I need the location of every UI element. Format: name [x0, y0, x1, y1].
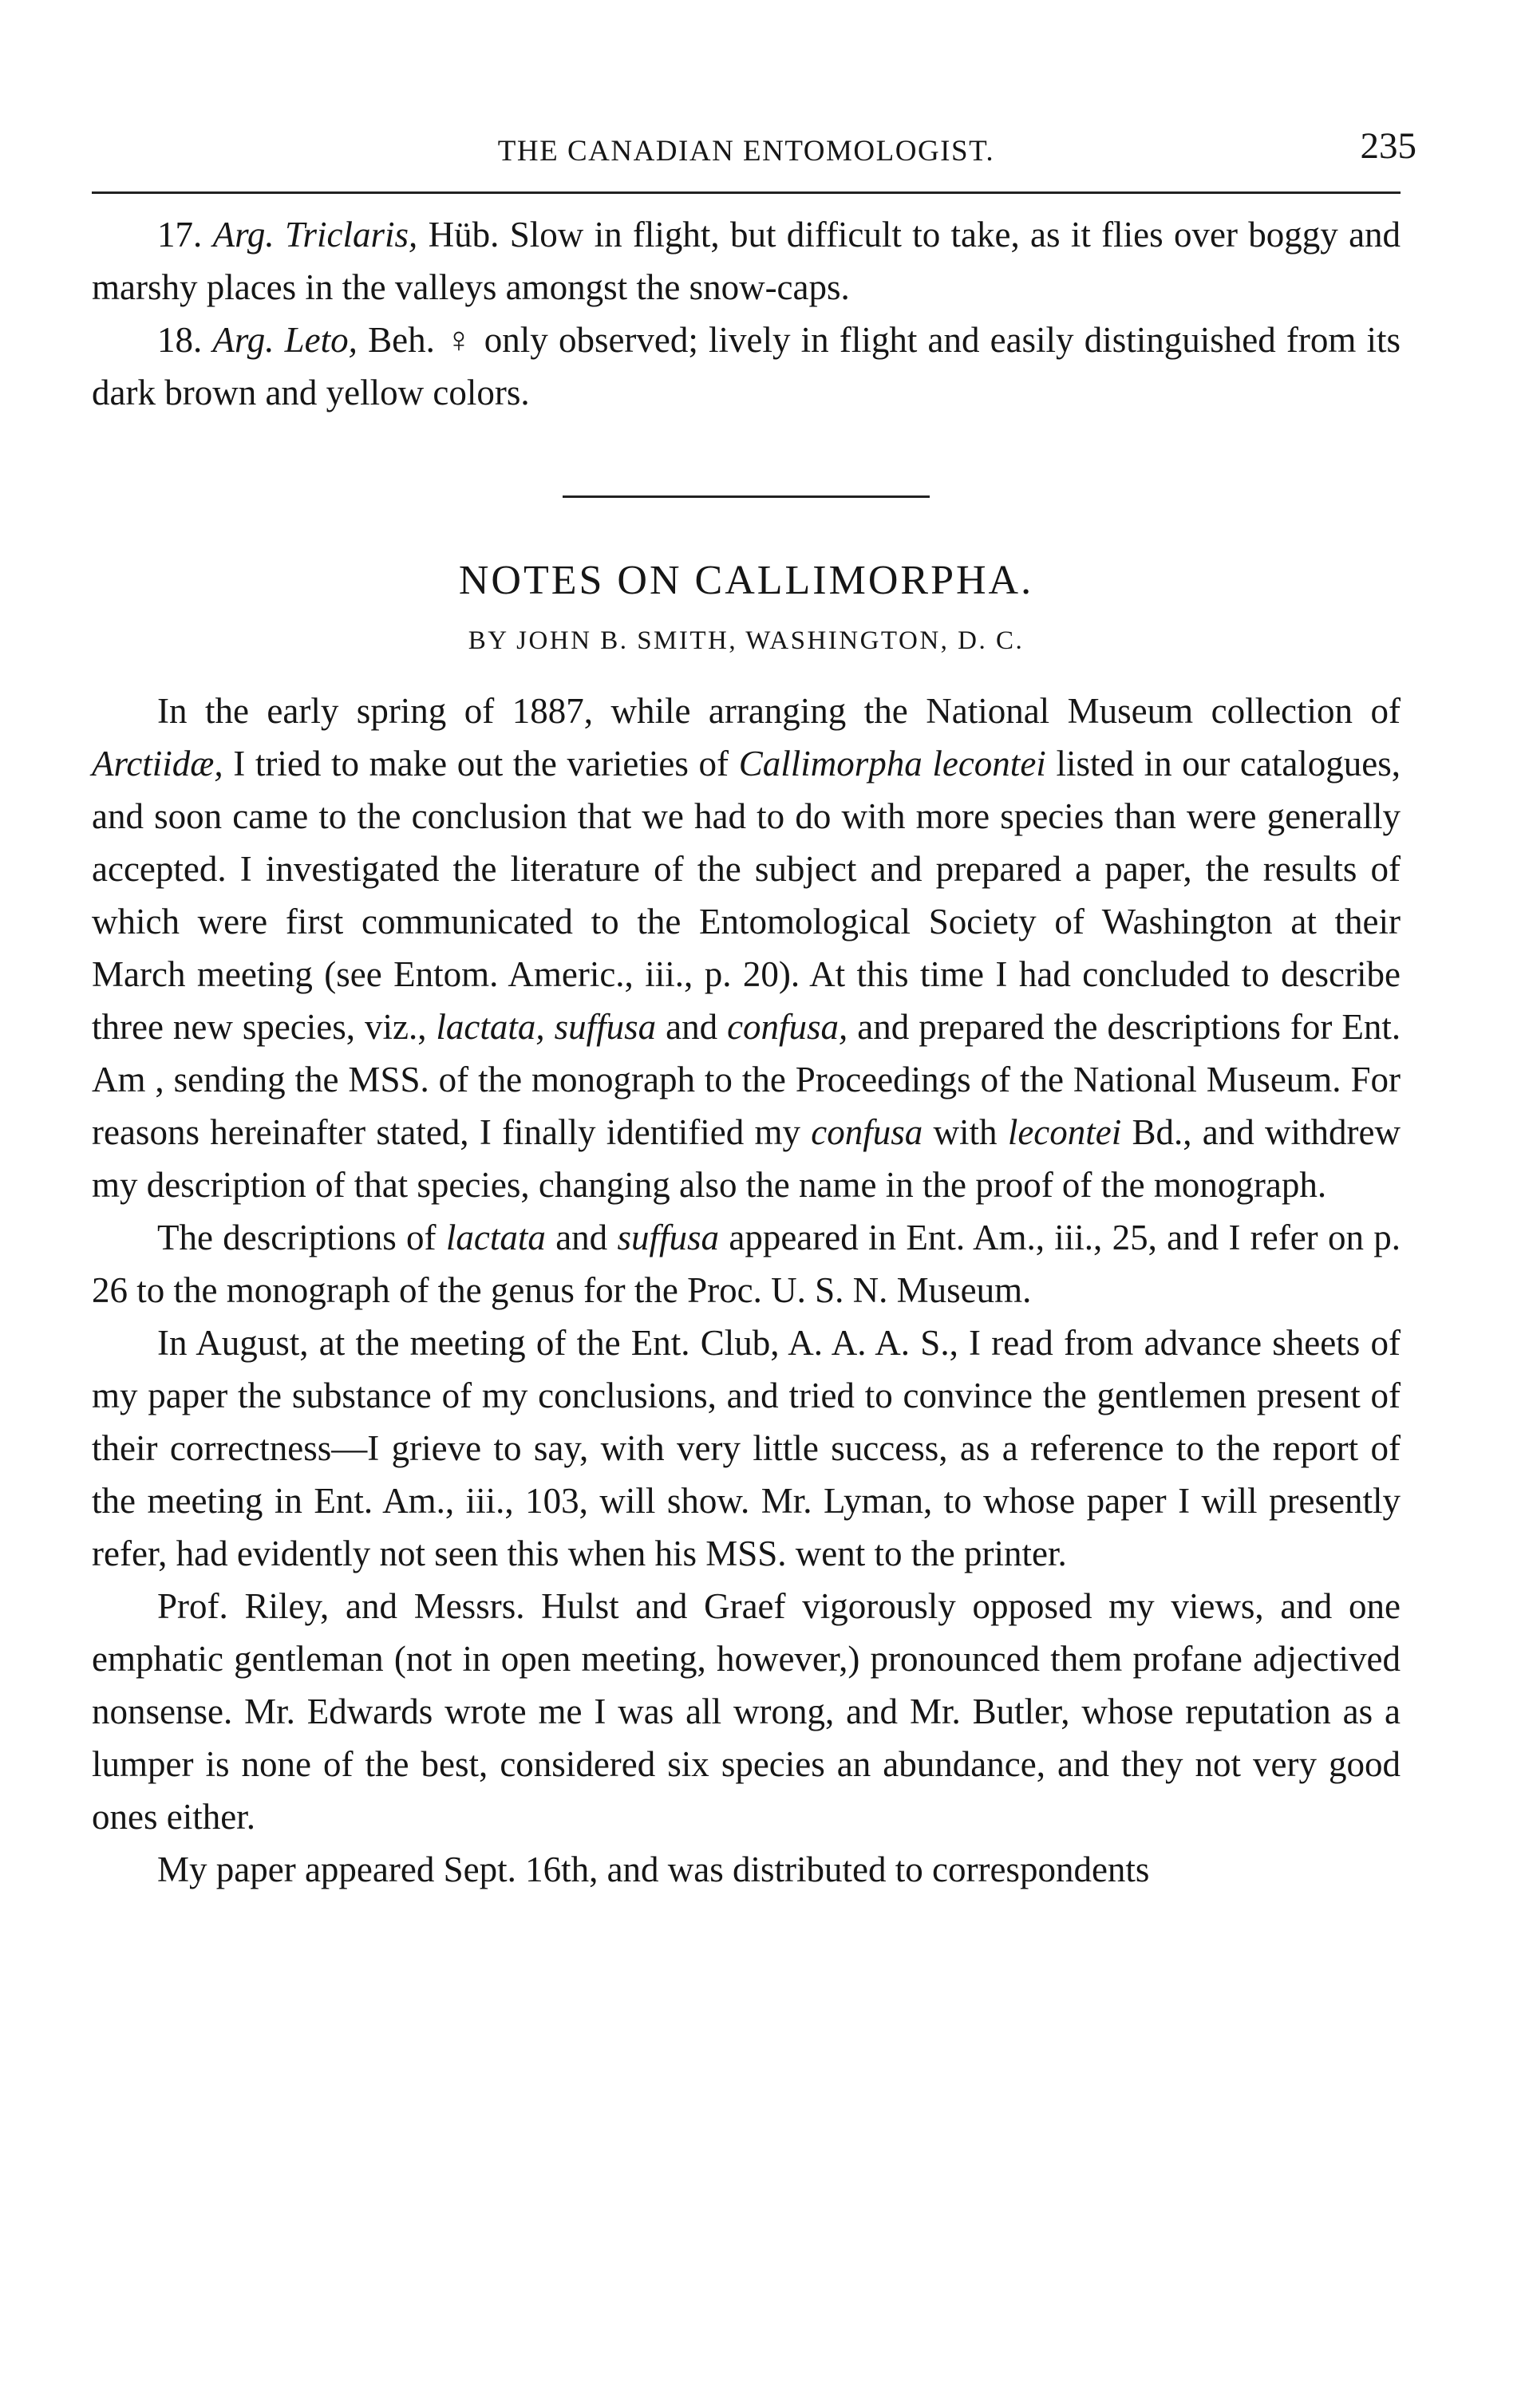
entry-author: Beh. [368, 320, 435, 360]
entry-text: ♀ only observed; lively in flight and easily distinguished from its dark brown and yellow colors. [92, 320, 1401, 413]
text-run: and [666, 1007, 718, 1047]
entry-text: Slow in flight, but difficult to take, as it flies over boggy and marshy places in the valleys amongst the snow-caps. [92, 215, 1401, 307]
page-number: 235 [1360, 125, 1416, 167]
body-paragraph: My paper appeared Sept. 16th, and was distributed to correspondents [157, 1849, 1150, 1889]
italic-term: lactata, suffusa [436, 1007, 657, 1047]
species-entries [92, 208, 1401, 419]
italic-term: confusa, [727, 1007, 848, 1047]
entry-species: Leto, [284, 320, 358, 360]
body-paragraph [92, 1211, 1401, 1317]
entry-author: Hüb. [428, 215, 500, 255]
entry-species: Triclaris, [285, 215, 418, 255]
species-entry [92, 208, 1401, 314]
article-byline: BY JOHN B. SMITH, WASHINGTON, D. C. [468, 626, 1025, 655]
text-run: The descriptions of [157, 1218, 437, 1257]
entry-number: 17. [157, 215, 203, 255]
entry-number: 18. [157, 320, 203, 360]
entry-genus: Arg. [212, 215, 275, 255]
italic-term: confusa [811, 1112, 923, 1152]
text-run: and [555, 1218, 608, 1257]
italic-term: suffusa [617, 1218, 720, 1257]
text-run: listed in our catalogues, and soon came to the conclusion that we had to do with more species than were generally accepted. I investigated the literature of the subject and prepared a paper, the results of which were first communicated to the Entomological Society of Washington at their March meeting (see Entom. Americ., iii., p. 20). At this time I had concluded to describe three new species, viz., [92, 744, 1401, 1047]
body-paragraph: In August, at the meeting of the Ent. Club, A. A. A. S., I read from advance sheets of my paper the substance of my conclusions, and tried to convince the gentlemen present of their correctness—I grieve to say, with very little success, as a reference to the report of the meeting in Ent. Am., iii., 103, will show. Mr. Lyman, to whose paper I will presently refer, had evidently not seen this when his MSS. went to the printer. [92, 1323, 1401, 1573]
running-head [92, 120, 1416, 184]
journal-title: THE CANADIAN ENTOMOLOGIST. [497, 135, 995, 168]
text-run: Bd., and withdrew my description of that species, changing also the name in the proof of the monograph. [92, 1112, 1401, 1205]
article-body [92, 685, 1401, 1896]
header-rule [92, 191, 1401, 194]
entry-genus: Arg. [212, 320, 275, 360]
body-paragraph: Prof. Riley, and Messrs. Hulst and Graef vigorously opposed my views, and one emphatic gentleman (not in open meeting, however,) pronounced them profane adjectived nonsense. Mr. Edwards wrote me I was all wrong, and Mr. Butler, whose reputation as a lumper is none of the best, considered six species an abundance, and they not very good ones either. [92, 1586, 1401, 1837]
italic-term: Callimorpha lecontei [738, 744, 1046, 784]
italic-term: Arctiidæ, [92, 744, 223, 784]
text-run: and prepared the descriptions for Ent. Am , sending the MSS. of the monograph to the Proceedings of the National Museum. For reasons hereinafter stated, I finally identified my [92, 1007, 1401, 1152]
body-paragraph [92, 685, 1401, 1211]
text-run: In the early spring of 1887, while arranging the National Museum collection of [157, 691, 1401, 731]
species-entry [92, 314, 1401, 419]
text-run: I tried to make out the varieties of [233, 744, 729, 784]
document-page [92, 120, 1416, 1896]
text-run: appeared in Ent. Am., iii., 25, and I refer on p. 26 to the monograph of the genus for the Proc. U. S. N. Museum. [92, 1218, 1401, 1310]
section-divider [563, 495, 930, 498]
article-title: NOTES ON CALLIMORPHA. [458, 558, 1034, 603]
text-run: with [933, 1112, 998, 1152]
italic-term: lecontei [1007, 1112, 1122, 1152]
italic-term: lactata [445, 1218, 546, 1257]
